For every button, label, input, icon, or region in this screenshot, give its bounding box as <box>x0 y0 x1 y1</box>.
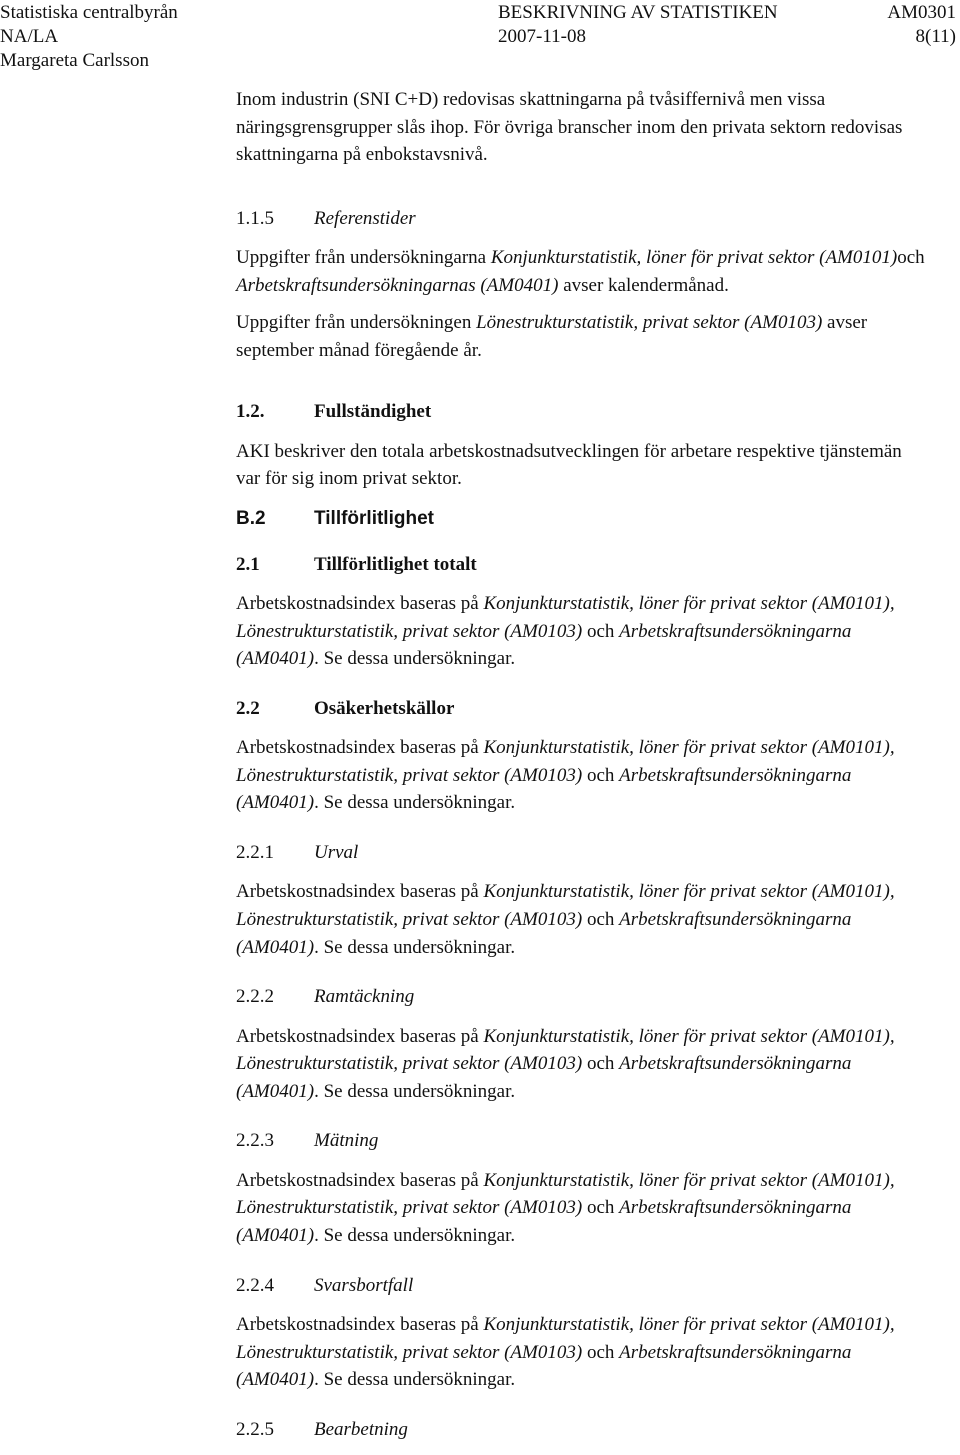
document-body <box>236 86 926 1455</box>
section-number: 2.2.5 <box>236 1418 274 1440</box>
section-number: B.2 <box>236 508 266 530</box>
section-title: Osäkerhetskällor <box>314 697 455 719</box>
referenstider-paragraph-1: Uppgifter från undersökningarna Konjunkturstatistik, löner för privat sektor (AM0101)och Arbetskraftsundersökningarnas (AM0401) avser kalendermånad. <box>236 247 925 296</box>
header-date: 2007-11-08 <box>498 26 586 47</box>
section-title: Svarsbortfall <box>314 1274 414 1296</box>
section-number: 2.2 <box>236 697 260 719</box>
fullstandighet-paragraph: AKI beskriver den totala arbetskostnadsutvecklingen för arbetare respektive tjänstemän var för sig inom privat sektor. <box>236 440 902 490</box>
section-number: 2.1 <box>236 553 260 575</box>
header-page: 8(11) <box>915 26 956 47</box>
section-title: Mätning <box>314 1130 379 1152</box>
section-heading-1-2 <box>236 398 926 426</box>
section-heading-1-1-5 <box>236 205 926 233</box>
section-title: Bearbetning <box>314 1418 408 1440</box>
section-heading-2-2 <box>236 695 926 723</box>
section-paragraph: Arbetskostnadsindex baseras på Konjunkturstatistik, löner för privat sektor (AM0101), Lönestrukturstatistik, privat sektor (AM0103) och Arbetskraftsundersökningarna (AM0401). Se dessa undersökningar. <box>236 1169 895 1246</box>
section-heading-2-2-3 <box>236 1127 926 1155</box>
section-paragraph: Arbetskostnadsindex baseras på Konjunkturstatistik, löner för privat sektor (AM0101), Lönestrukturstatistik, privat sektor (AM0103) och Arbetskraftsundersökningarna (AM0401). Se dessa undersökningar. <box>236 881 895 958</box>
section-number: 2.2.2 <box>236 986 274 1008</box>
section-title: Ramtäckning <box>314 986 415 1008</box>
section-heading-2-2-5 <box>236 1416 926 1444</box>
section-heading-2-2-2 <box>236 983 926 1011</box>
section-heading-2-2-4 <box>236 1272 926 1300</box>
header-dept: NA/LA <box>0 26 59 47</box>
section-title: Tillförlitlighet totalt <box>314 553 477 575</box>
section-title: Tillförlitlighet <box>314 508 434 530</box>
referenstider-paragraph-2: Uppgifter från undersökningen Lönestrukturstatistik, privat sektor (AM0103) avser september månad föregående år. <box>236 312 868 361</box>
section-number: 2.2.4 <box>236 1274 274 1296</box>
section-number: 1.1.5 <box>236 207 274 229</box>
section-title: Fullständighet <box>314 401 432 423</box>
section-heading-2-2-1 <box>236 839 926 867</box>
section-paragraph: Arbetskostnadsindex baseras på Konjunkturstatistik, löner för privat sektor (AM0101), Lönestrukturstatistik, privat sektor (AM0103) och Arbetskraftsundersökningarna (AM0401). Se dessa undersökningar. <box>236 1314 895 1391</box>
section-title: Referenstider <box>314 207 416 229</box>
section-paragraph: Arbetskostnadsindex baseras på Konjunkturstatistik, löner för privat sektor (AM0101), Lönestrukturstatistik, privat sektor (AM0103) och Arbetskraftsundersökningarna (AM0401). Se dessa undersökningar. <box>236 737 895 814</box>
section-paragraph: Arbetskostnadsindex baseras på Konjunkturstatistik, löner för privat sektor (AM0101), Lönestrukturstatistik, privat sektor (AM0103) och Arbetskraftsundersökningarna (AM0401). Se dessa undersökningar. <box>236 593 895 670</box>
header-code: AM0301 <box>887 2 956 23</box>
section-title: Urval <box>314 841 359 863</box>
header-author: Margareta Carlsson <box>0 50 149 71</box>
section-heading-2-1 <box>236 551 926 579</box>
section-number: 2.2.1 <box>236 841 274 863</box>
header-doc-type: BESKRIVNING AV STATISTIKEN <box>498 2 778 23</box>
section-paragraph: Arbetskostnadsindex baseras på Konjunkturstatistik, löner för privat sektor (AM0101), Lönestrukturstatistik, privat sektor (AM0103) och Arbetskraftsundersökningarna (AM0401). Se dessa undersökningar. <box>236 1025 895 1102</box>
page-header <box>0 0 960 80</box>
section-number: 2.2.3 <box>236 1130 274 1152</box>
section-heading-b2 <box>236 505 926 533</box>
intro-paragraph: Inom industrin (SNI C+D) redovisas skattningarna på tvåsiffernivå men vissa näringsgrensgrupper slås ihop. För övriga branscher inom den privata sektorn redovisas skattningarna på enbokstavsnivå. <box>236 89 903 166</box>
header-org: Statistiska centralbyrån <box>0 2 178 23</box>
section-number: 1.2. <box>236 401 265 423</box>
